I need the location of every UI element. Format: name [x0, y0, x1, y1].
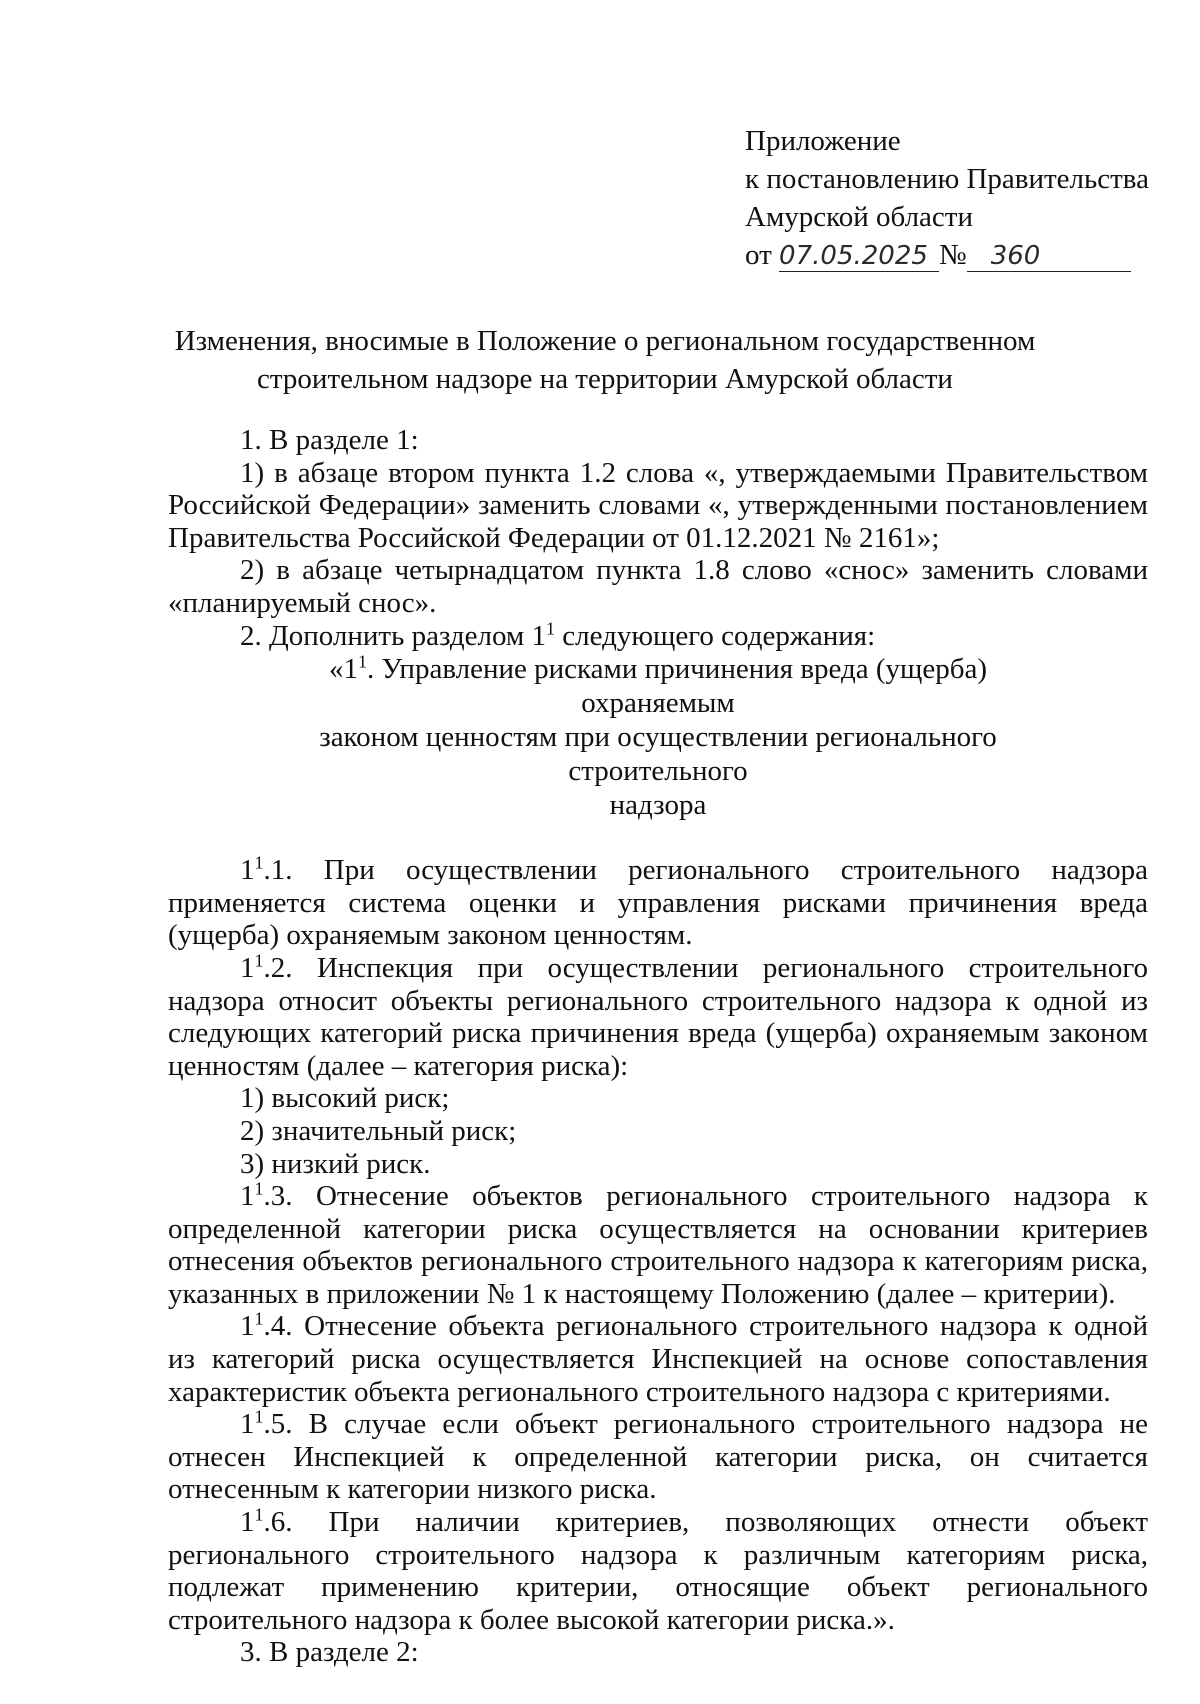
document-body: [168, 424, 1148, 1669]
text-line: 2) в абзаце четырнадцатом пункта 1.8 слово «снос» заменить словами: [240, 554, 1148, 587]
text-line: определенной категории риска осуществляется на основании критериев: [168, 1212, 1148, 1245]
risk-high: 1) высокий риск;: [240, 1082, 450, 1115]
text-line: .3. Отнесение объектов регионального строительного надзора к: [263, 1180, 1148, 1213]
text-line: отнесен Инспекцией к определенной категории риска, он считается отнесенным: [168, 1440, 1148, 1506]
section-1-item-1: [168, 457, 1148, 555]
text-line: отнесения объектов регионального строительного надзора к категориям риска,: [168, 1245, 1148, 1278]
subtitle-line-1: [268, 652, 1048, 720]
appendix-label: Приложение: [745, 125, 901, 157]
text-line: .2. Инспекция при осуществлении регионального строительного надзора: [168, 951, 1148, 1017]
item-1-6: [168, 1506, 1148, 1636]
item-number: 1: [240, 854, 255, 887]
text-line: строительного надзора к различным категориям риска, подлежат применению: [168, 1538, 1148, 1604]
superscript: 1: [357, 651, 367, 672]
section-3-heading: 3. В разделе 2:: [240, 1636, 419, 1669]
subtitle-line-3: надзора: [609, 789, 707, 822]
item-number: 1: [240, 1180, 255, 1213]
text-line: «планируемый снос».: [168, 586, 437, 619]
item-1-2: [168, 952, 1148, 1082]
superscript: 1: [254, 1178, 264, 1199]
handwritten-date: 07.05.2025: [779, 241, 939, 272]
text-line: следующего содержания:: [555, 619, 876, 652]
document-title: [150, 322, 1060, 398]
text-line: характеристик объекта регионального строительного надзора с критериями.: [168, 1375, 1111, 1408]
text-line: 2. Дополнить разделом 1: [240, 619, 547, 652]
risk-significant: 2) значительный риск;: [240, 1114, 517, 1147]
item-number: 1: [240, 1506, 255, 1539]
text-line: Правительства Российской Федерации от 01.12.2021 № 2161»;: [168, 521, 940, 554]
superscript: 1: [254, 950, 264, 971]
text-line: к категории низкого риска.: [326, 1473, 657, 1506]
new-section-title: [268, 652, 1048, 822]
section-2-heading: [168, 617, 1148, 653]
item-number: 1: [240, 1310, 255, 1343]
text-line: применяется система оценки и управления рисками причинения вреда (ущерба): [168, 886, 1148, 952]
appendix-header: [745, 122, 1165, 274]
text-line: «1: [328, 653, 358, 686]
from-label: от: [745, 239, 772, 271]
superscript: 1: [254, 1308, 264, 1329]
superscript: 1: [254, 1504, 264, 1525]
text-line: . Управление рисками причинения вреда (ущерба) охраняемым: [366, 653, 988, 720]
text-line: категорий риска причинения вреда (ущерба) охраняемым законом ценностям: [168, 1017, 1149, 1082]
superscript: 1: [254, 1406, 264, 1427]
item-1-4: [168, 1310, 1148, 1408]
item-number: 1: [240, 1408, 255, 1441]
item-number: 1: [240, 951, 255, 984]
risk-low: 3) низкий риск.: [240, 1147, 431, 1180]
text-line: Российской Федерации» заменить словами «, утвержденными постановлением: [168, 489, 1148, 522]
item-1-5: [168, 1408, 1148, 1506]
text-line: .4. Отнесение объекта регионального строительного надзора к одной из: [168, 1310, 1148, 1376]
section-1-item-2: [168, 554, 1148, 619]
item-1-3: [168, 1180, 1148, 1310]
text-line: охраняемым законом ценностям.: [286, 919, 693, 952]
region-name: Амурской области: [745, 201, 973, 233]
title-line-1: Изменения, вносимые в Положение о региональном государственном: [174, 325, 1036, 357]
text-line: указанных в приложении № 1 к настоящему Положению (далее – критерии).: [168, 1277, 1116, 1310]
text-line: .5. В случае если объект регионального строительного надзора не: [263, 1408, 1148, 1441]
superscript: 1: [254, 852, 264, 873]
text-line: относит объекты регионального строительного надзора к одной из следующих: [168, 984, 1148, 1050]
superscript: 1: [546, 617, 556, 638]
text-line: критерии, относящие объект регионального строительного надзора к более: [168, 1571, 1148, 1636]
subtitle-line-2: законом ценностям при осуществлении регионального строительного: [319, 721, 997, 788]
text-line: категорий риска осуществляется Инспекцией на основе сопоставления: [211, 1343, 1148, 1376]
title-line-2: строительном надзоре на территории Амурской области: [257, 363, 953, 395]
section-1-heading: 1. В разделе 1:: [240, 424, 419, 456]
text-line: 1) в абзаце втором пункта 1.2 слова «, утверждаемыми Правительством: [240, 456, 1148, 489]
date-number-line: [745, 236, 1165, 274]
item-1-1: [168, 854, 1148, 952]
resolution-ref: к постановлению Правительства: [745, 163, 1149, 195]
spacer: [168, 822, 1148, 854]
text-line: .1. При осуществлении регионального строительного надзора: [263, 854, 1148, 887]
number-label: №: [939, 239, 967, 271]
text-line: высокой категории риска.».: [556, 1603, 895, 1636]
text-line: .6. При наличии критериев, позволяющих отнести объект регионального: [168, 1506, 1148, 1571]
handwritten-number: 360: [967, 241, 1131, 272]
text-line: (далее – категория риска):: [306, 1049, 629, 1082]
